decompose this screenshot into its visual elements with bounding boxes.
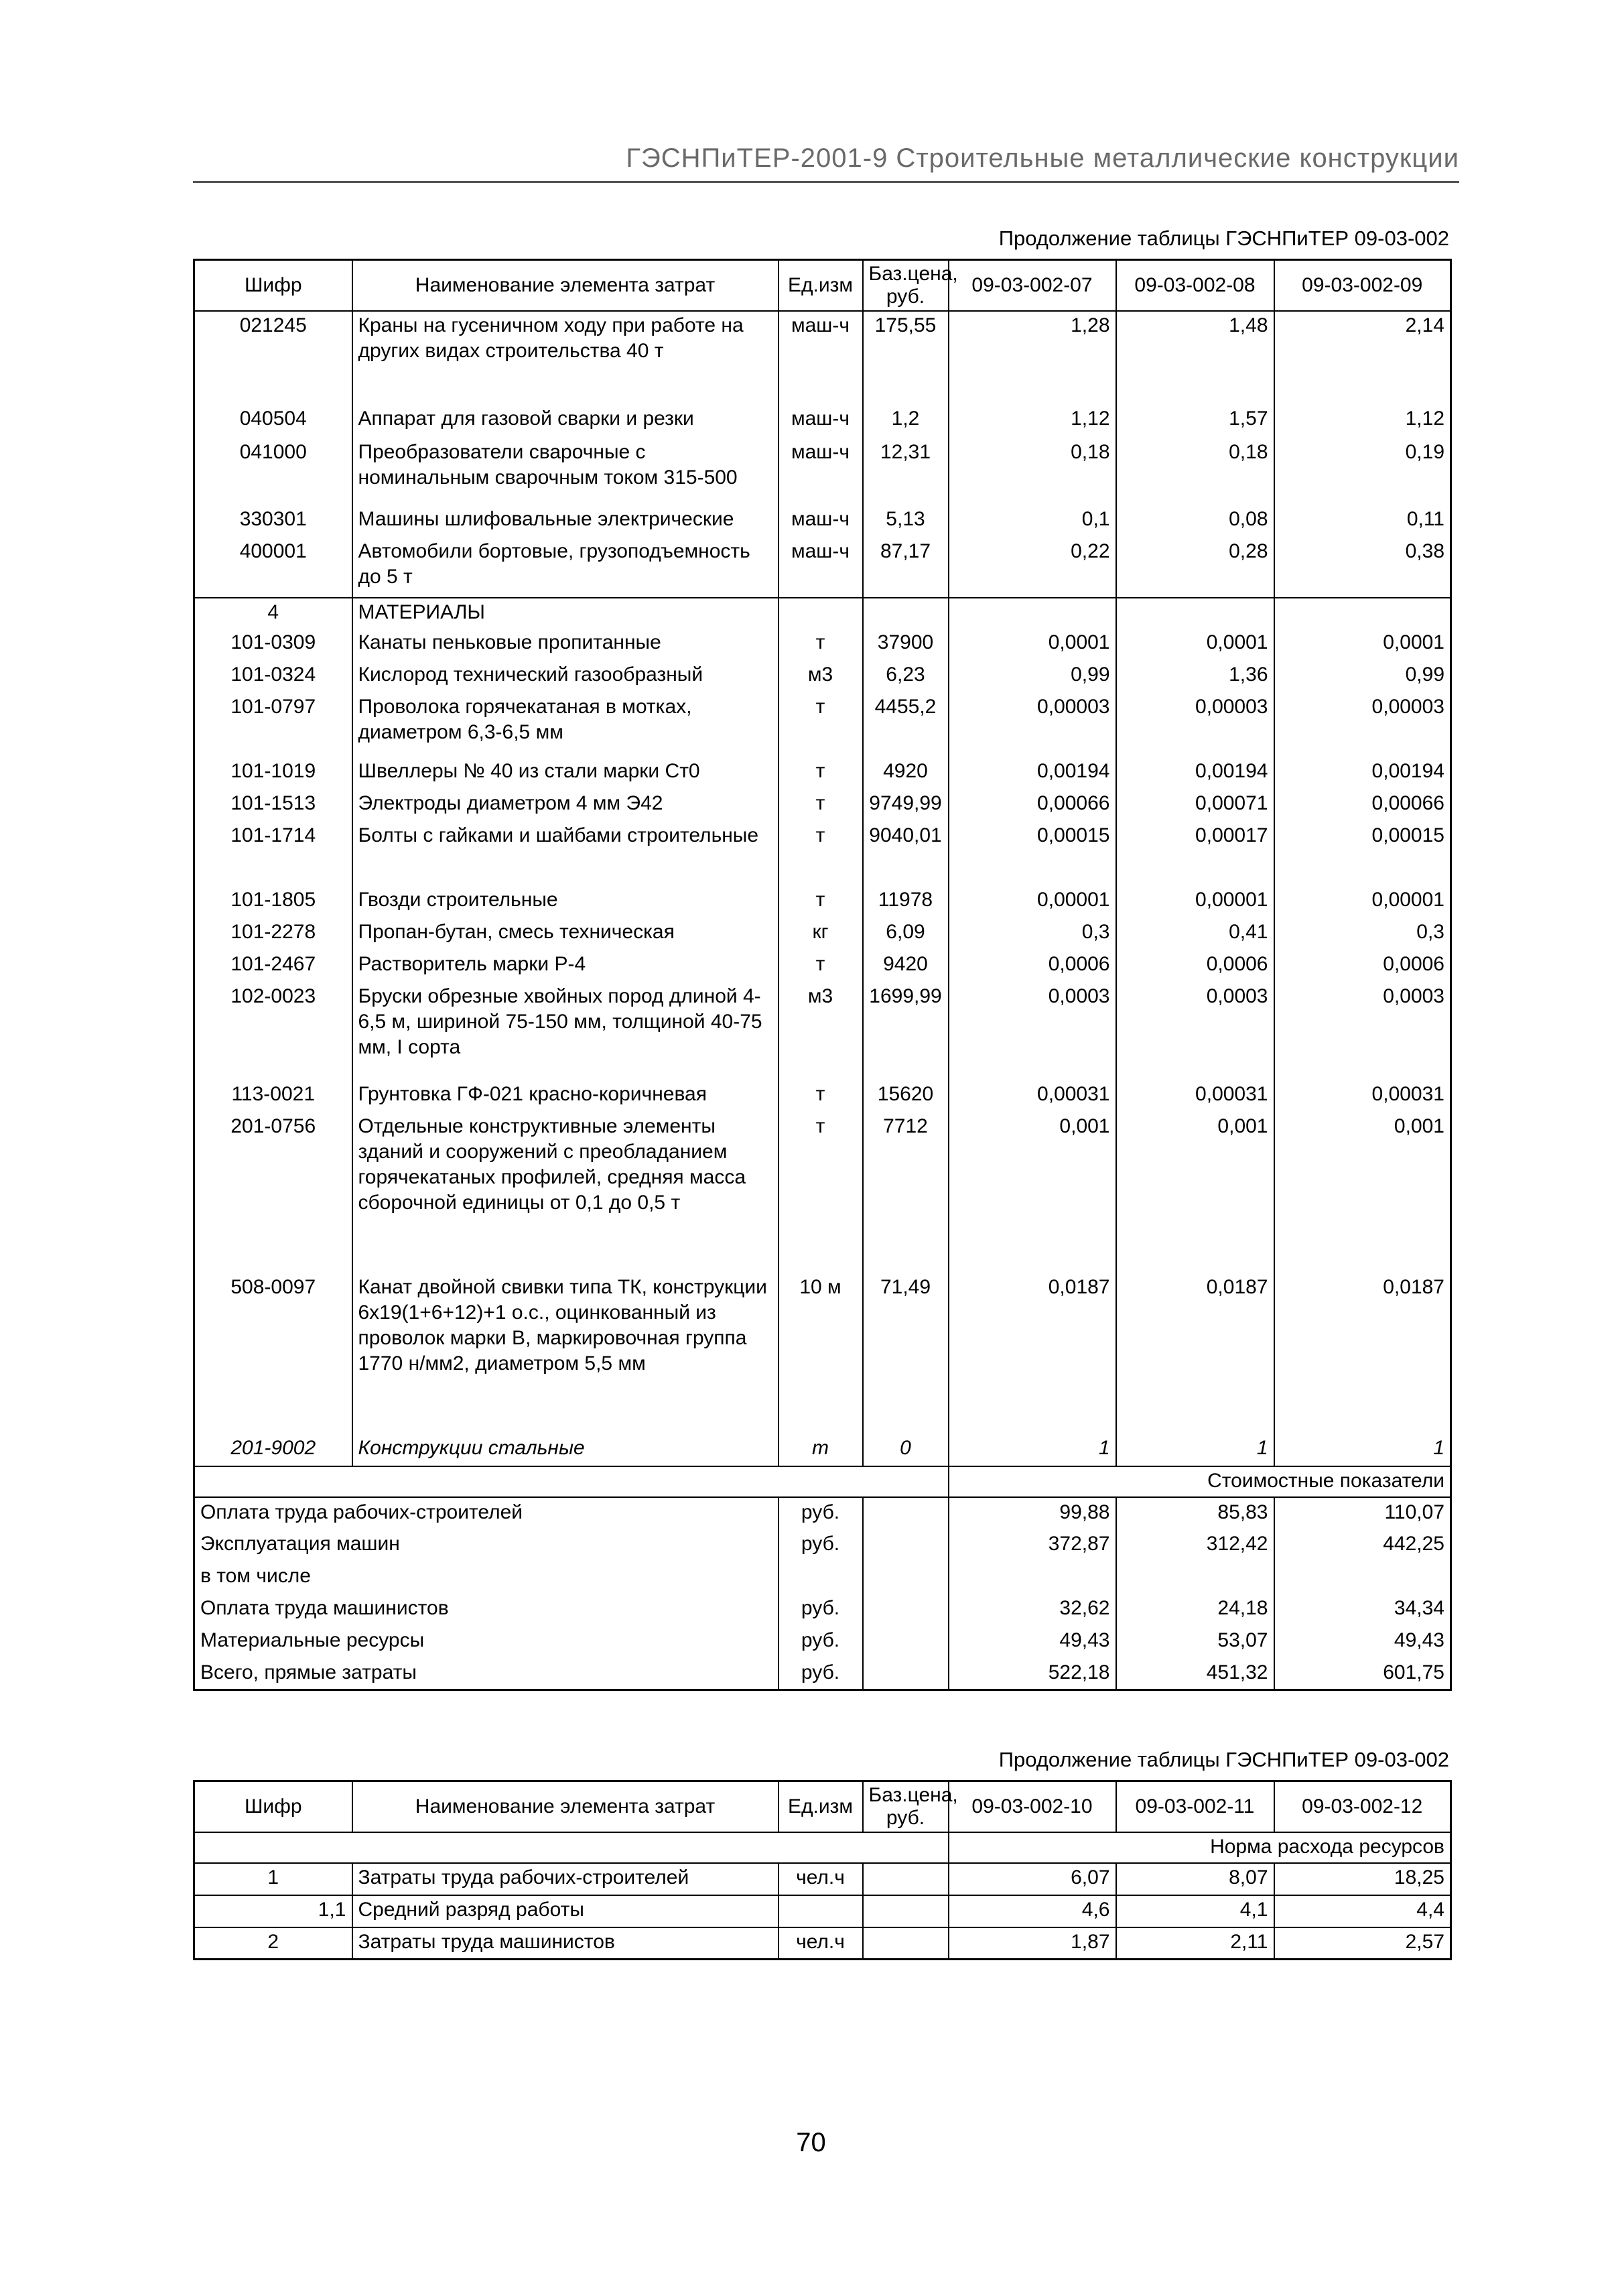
row-unit: м3	[779, 661, 863, 693]
summary-value-08: 24,18	[1116, 1594, 1274, 1626]
row-code: 101-0309	[230, 631, 316, 653]
row-price: 9420	[863, 950, 949, 982]
row-code: 102-0023	[230, 984, 316, 1007]
row-unit: м3	[779, 982, 863, 1080]
row-code: 101-1714	[230, 824, 316, 846]
row-code: 101-1805	[230, 888, 316, 911]
row-value-09: 0,0187	[1383, 1275, 1444, 1298]
summary-unit: руб.	[779, 1594, 863, 1626]
summary-row-total	[194, 1658, 1451, 1690]
table-row	[194, 505, 1451, 537]
row-price: 15620	[863, 1080, 949, 1112]
row-value-09: 0,00001	[1371, 888, 1444, 911]
summary-row	[194, 1529, 1451, 1561]
table-row	[194, 629, 1451, 661]
row-value-07: 1,12	[949, 405, 1116, 438]
table1-caption: Продолжение таблицы ГЭСНПиТЕР 09-03-002	[998, 227, 1449, 250]
row-value-08: 0,28	[1116, 537, 1274, 598]
summary-value-09: 49,43	[1394, 1629, 1444, 1651]
table-row	[194, 1273, 1451, 1434]
summary-unit: руб.	[779, 1529, 863, 1561]
summary-value-07: 32,62	[949, 1594, 1116, 1626]
cost-indicators-band	[194, 1466, 1451, 1497]
row-value-07: 0,00031	[949, 1080, 1116, 1112]
header-unit: Ед.изм	[779, 260, 863, 311]
row-value-12: 18,25	[1274, 1863, 1451, 1895]
header-price: Баз.цена, руб.	[863, 1781, 949, 1832]
row-value-09: 0,11	[1406, 507, 1444, 530]
row-unit: чел.ч	[779, 1863, 863, 1895]
table2-caption: Продолжение таблицы ГЭСНПиТЕР 09-03-002	[998, 1748, 1449, 1771]
row-value-09: 0,19	[1405, 440, 1444, 463]
cost-indicators-label: Стоимостные показатели	[949, 1466, 1451, 1497]
summary-value-07: 372,87	[949, 1529, 1116, 1561]
row-value-09: 1,12	[1405, 407, 1444, 430]
page-number: 70	[796, 2128, 826, 2157]
row-value-09: 0,0006	[1383, 952, 1444, 975]
row-name: Канат двойной свивки типа ТК, конструкции 6х19(1+6+12)+1 о.с., оцинкованный из проволок марки В, маркировочная группа 1770 н/мм2, диаметром 5,5 мм	[352, 1273, 779, 1434]
table-row	[194, 1927, 1451, 1960]
row-name: Затраты труда машинистов	[352, 1927, 779, 1960]
row-code: 1	[194, 1863, 352, 1895]
row-value-07: 0,0187	[949, 1273, 1116, 1434]
summary-label: Оплата труда рабочих-строителей	[194, 1497, 779, 1529]
resource-table-1	[193, 259, 1452, 1691]
summary-row	[194, 1594, 1451, 1626]
row-code: 1,1	[194, 1895, 352, 1927]
row-value-08: 1,36	[1116, 661, 1274, 693]
row-value-09: 0,00015	[1371, 824, 1444, 846]
row-price: 5,13	[863, 505, 949, 537]
row-unit: т	[779, 757, 863, 789]
row-value-08: 0,00003	[1116, 693, 1274, 757]
row-name: Средний разряд работы	[352, 1895, 779, 1927]
row-price: 4455,2	[863, 693, 949, 757]
row-price: 37900	[863, 629, 949, 661]
summary-value-09: 442,25	[1383, 1532, 1444, 1555]
header-col-07: 09-03-002-07	[949, 260, 1116, 311]
norm-band-label: Норма расхода ресурсов	[949, 1832, 1451, 1863]
table-row	[194, 1895, 1451, 1927]
row-value-07: 0,3	[949, 918, 1116, 950]
row-code: 101-2467	[230, 952, 316, 975]
row-value-09: 0,001	[1394, 1114, 1444, 1137]
row-code: 041000	[239, 440, 307, 463]
row-price: 11978	[863, 886, 949, 918]
row-unit: маш-ч	[779, 311, 863, 405]
table-row	[194, 822, 1451, 886]
row-value-09: 1	[1433, 1436, 1444, 1459]
summary-value-09: 601,75	[1383, 1661, 1444, 1683]
summary-label: Оплата труда машинистов	[194, 1594, 779, 1626]
row-value-09: 0,0001	[1383, 631, 1444, 653]
table-row-steel	[194, 1434, 1451, 1466]
row-name: Гвозди строительные	[352, 886, 779, 918]
row-value-08: 1	[1116, 1434, 1274, 1466]
row-price: 9040,01	[863, 822, 949, 886]
summary-value-08: 451,32	[1116, 1658, 1274, 1690]
table-row	[194, 950, 1451, 982]
row-value-07: 1,28	[949, 311, 1116, 405]
table-row	[194, 537, 1451, 598]
summary-unit: руб.	[779, 1626, 863, 1658]
row-value-12: 2,57	[1274, 1927, 1451, 1960]
row-code: 2	[194, 1927, 352, 1960]
row-code: 508-0097	[230, 1275, 316, 1298]
row-value-08: 0,00001	[1116, 886, 1274, 918]
row-unit: маш-ч	[779, 405, 863, 438]
row-price: 6,23	[863, 661, 949, 693]
summary-value-09: 110,07	[1384, 1501, 1444, 1523]
row-value-07: 0,00001	[949, 886, 1116, 918]
row-price: 175,55	[863, 311, 949, 405]
row-name: Краны на гусеничном ходу при работе на других видах строительства 40 т	[352, 311, 779, 405]
row-price: 1699,99	[863, 982, 949, 1080]
row-code: 101-1513	[230, 791, 316, 814]
row-code: 201-0756	[230, 1114, 316, 1137]
row-unit: т	[779, 1080, 863, 1112]
header-col-09: 09-03-002-09	[1274, 260, 1451, 311]
summary-row	[194, 1561, 1451, 1594]
row-value-09: 0,00003	[1371, 695, 1444, 718]
row-value-07: 0,001	[949, 1112, 1116, 1273]
row-name: Болты с гайками и шайбами строительные	[352, 822, 779, 886]
row-value-12: 4,4	[1274, 1895, 1451, 1927]
row-name: Машины шлифовальные электрические	[352, 505, 779, 537]
header-code: Шифр	[194, 1781, 352, 1832]
table-row	[194, 661, 1451, 693]
summary-value-07: 522,18	[949, 1658, 1116, 1690]
row-value-10: 4,6	[949, 1895, 1116, 1927]
row-unit: кг	[779, 918, 863, 950]
row-value-08: 0,0003	[1116, 982, 1274, 1080]
row-value-09: 0,99	[1405, 663, 1444, 686]
row-value-10: 1,87	[949, 1927, 1116, 1960]
row-code: 040504	[239, 407, 307, 430]
row-code: 400001	[239, 539, 307, 562]
row-value-07: 0,00015	[949, 822, 1116, 886]
row-value-09: 0,0003	[1383, 984, 1444, 1007]
table-row	[194, 405, 1451, 438]
row-name: Растворитель марки Р-4	[352, 950, 779, 982]
table-row	[194, 311, 1451, 405]
header-unit: Ед.изм	[779, 1781, 863, 1832]
summary-label: Материальные ресурсы	[194, 1626, 779, 1658]
summary-unit: руб.	[779, 1497, 863, 1529]
row-price: 7712	[863, 1112, 949, 1273]
row-code: 113-0021	[231, 1082, 316, 1105]
row-value-08: 0,0001	[1116, 629, 1274, 661]
resource-table-2	[193, 1780, 1452, 1960]
row-value-08: 0,00194	[1116, 757, 1274, 789]
row-name: Преобразователи сварочные с номинальным сварочным током 315-500	[352, 438, 779, 505]
row-unit: т	[779, 1434, 863, 1466]
row-unit: т	[779, 886, 863, 918]
row-value-11: 4,1	[1116, 1895, 1274, 1927]
row-value-11: 8,07	[1116, 1863, 1274, 1895]
row-unit: т	[779, 950, 863, 982]
table-row	[194, 789, 1451, 822]
row-value-07: 0,99	[949, 661, 1116, 693]
row-unit: чел.ч	[779, 1927, 863, 1960]
summary-label: в том числе	[194, 1561, 779, 1594]
row-price: 12,31	[863, 438, 949, 505]
row-value-09: 0,00031	[1371, 1082, 1444, 1105]
row-value-08: 1,48	[1116, 311, 1274, 405]
row-value-07: 0,00066	[949, 789, 1116, 822]
row-unit: т	[779, 1112, 863, 1273]
row-name: Автомобили бортовые, грузоподъемность до 5 т	[352, 537, 779, 598]
row-price: 9749,99	[863, 789, 949, 822]
table-row	[194, 438, 1451, 505]
summary-value-09: 34,34	[1394, 1596, 1444, 1619]
row-value-07: 0,18	[949, 438, 1116, 505]
row-value-07: 0,0003	[949, 982, 1116, 1080]
summary-label: Всего, прямые затраты	[194, 1658, 779, 1690]
row-code: 021245	[239, 314, 307, 336]
row-price: 71,49	[863, 1273, 949, 1434]
row-unit: т	[779, 629, 863, 661]
row-value-09: 0,3	[1416, 920, 1444, 943]
row-value-07: 0,00003	[949, 693, 1116, 757]
table-row	[194, 1112, 1451, 1273]
summary-unit: руб.	[779, 1658, 863, 1690]
table-row	[194, 1863, 1451, 1895]
row-unit: 10 м	[779, 1273, 863, 1434]
table-row	[194, 918, 1451, 950]
running-header: ГЭСНПиТЕР-2001-9 Строительные металлические конструкции	[626, 143, 1459, 173]
row-value-07: 0,00194	[949, 757, 1116, 789]
row-unit: маш-ч	[779, 438, 863, 505]
summary-value-08: 312,42	[1116, 1529, 1274, 1561]
section-row-materials	[194, 598, 1451, 629]
row-value-09: 0,00194	[1371, 759, 1444, 782]
row-value-09: 2,14	[1405, 314, 1444, 336]
row-price: 1,2	[863, 405, 949, 438]
row-name: Аппарат для газовой сварки и резки	[352, 405, 779, 438]
row-price: 4920	[863, 757, 949, 789]
table-row	[194, 886, 1451, 918]
summary-value-07: 49,43	[949, 1626, 1116, 1658]
header-price: Баз.цена, руб.	[863, 260, 949, 311]
row-name: Кислород технический газообразный	[352, 661, 779, 693]
table-row	[194, 982, 1451, 1080]
row-value-08: 0,00017	[1116, 822, 1274, 886]
row-price: 6,09	[863, 918, 949, 950]
row-name: Электроды диаметром 4 мм Э42	[352, 789, 779, 822]
summary-value-07: 99,88	[949, 1497, 1116, 1529]
header-name: Наименование элемента затрат	[352, 1781, 779, 1832]
row-value-11: 2,11	[1116, 1927, 1274, 1960]
row-code: 201-9002	[230, 1436, 316, 1459]
row-name: Швеллеры № 40 из стали марки Ст0	[352, 757, 779, 789]
summary-row	[194, 1497, 1451, 1529]
row-value-08: 0,08	[1116, 505, 1274, 537]
row-name: Проволока горячекатаная в мотках, диаметром 6,3-6,5 мм	[352, 693, 779, 757]
header-col-08: 09-03-002-08	[1116, 260, 1274, 311]
table-row	[194, 757, 1451, 789]
row-value-08: 0,00031	[1116, 1080, 1274, 1112]
row-name: Грунтовка ГФ-021 красно-коричневая	[352, 1080, 779, 1112]
norm-band	[194, 1832, 1451, 1863]
row-value-07: 0,0001	[949, 629, 1116, 661]
row-name: Отдельные конструктивные элементы зданий и сооружений с преобладанием горячекатаных профилей, средняя масса сборочной единицы от 0,1 до 0,5 т	[352, 1112, 779, 1273]
row-price: 0	[863, 1434, 949, 1466]
row-unit: маш-ч	[779, 505, 863, 537]
section-code: 4	[194, 598, 352, 629]
row-value-07: 0,1	[949, 505, 1116, 537]
table-row	[194, 1080, 1451, 1112]
row-value-08: 0,001	[1116, 1112, 1274, 1273]
table-row	[194, 693, 1451, 757]
header-col-12: 09-03-002-12	[1274, 1781, 1451, 1832]
row-code: 101-0324	[230, 663, 316, 686]
header-name: Наименование элемента затрат	[352, 260, 779, 311]
row-value-08: 0,18	[1116, 438, 1274, 505]
row-value-08: 0,0187	[1116, 1273, 1274, 1434]
row-name: Затраты труда рабочих-строителей	[352, 1863, 779, 1895]
row-unit: маш-ч	[779, 537, 863, 598]
summary-label: Эксплуатация машин	[194, 1529, 779, 1561]
row-name: Конструкции стальные	[352, 1434, 779, 1466]
row-value-08: 0,00071	[1116, 789, 1274, 822]
row-name: Пропан-бутан, смесь техническая	[352, 918, 779, 950]
row-price: 87,17	[863, 537, 949, 598]
row-name: Бруски обрезные хвойных пород длиной 4-6,5 м, шириной 75-150 мм, толщиной 40-75 мм, I сорта	[352, 982, 779, 1080]
row-value-07: 0,0006	[949, 950, 1116, 982]
row-code: 101-2278	[230, 920, 316, 943]
row-value-09: 0,00066	[1371, 791, 1444, 814]
row-unit: т	[779, 822, 863, 886]
row-value-07: 1	[949, 1434, 1116, 1466]
summary-value-08: 53,07	[1116, 1626, 1274, 1658]
row-code: 330301	[239, 507, 307, 530]
row-value-09: 0,38	[1405, 539, 1444, 562]
row-code: 101-1019	[230, 759, 316, 782]
header-rule	[193, 181, 1459, 183]
row-unit: т	[779, 789, 863, 822]
row-code: 101-0797	[230, 695, 316, 718]
header-col-10: 09-03-002-10	[949, 1781, 1116, 1832]
header-code: Шифр	[194, 260, 352, 311]
row-value-10: 6,07	[949, 1863, 1116, 1895]
row-unit: т	[779, 693, 863, 757]
summary-row	[194, 1626, 1451, 1658]
row-value-08: 0,41	[1116, 918, 1274, 950]
row-value-07: 0,22	[949, 537, 1116, 598]
row-value-08: 0,0006	[1116, 950, 1274, 982]
header-col-11: 09-03-002-11	[1116, 1781, 1274, 1832]
row-value-08: 1,57	[1116, 405, 1274, 438]
row-name: Канаты пеньковые пропитанные	[352, 629, 779, 661]
section-title: МАТЕРИАЛЫ	[352, 598, 779, 629]
summary-value-08: 85,83	[1116, 1497, 1274, 1529]
